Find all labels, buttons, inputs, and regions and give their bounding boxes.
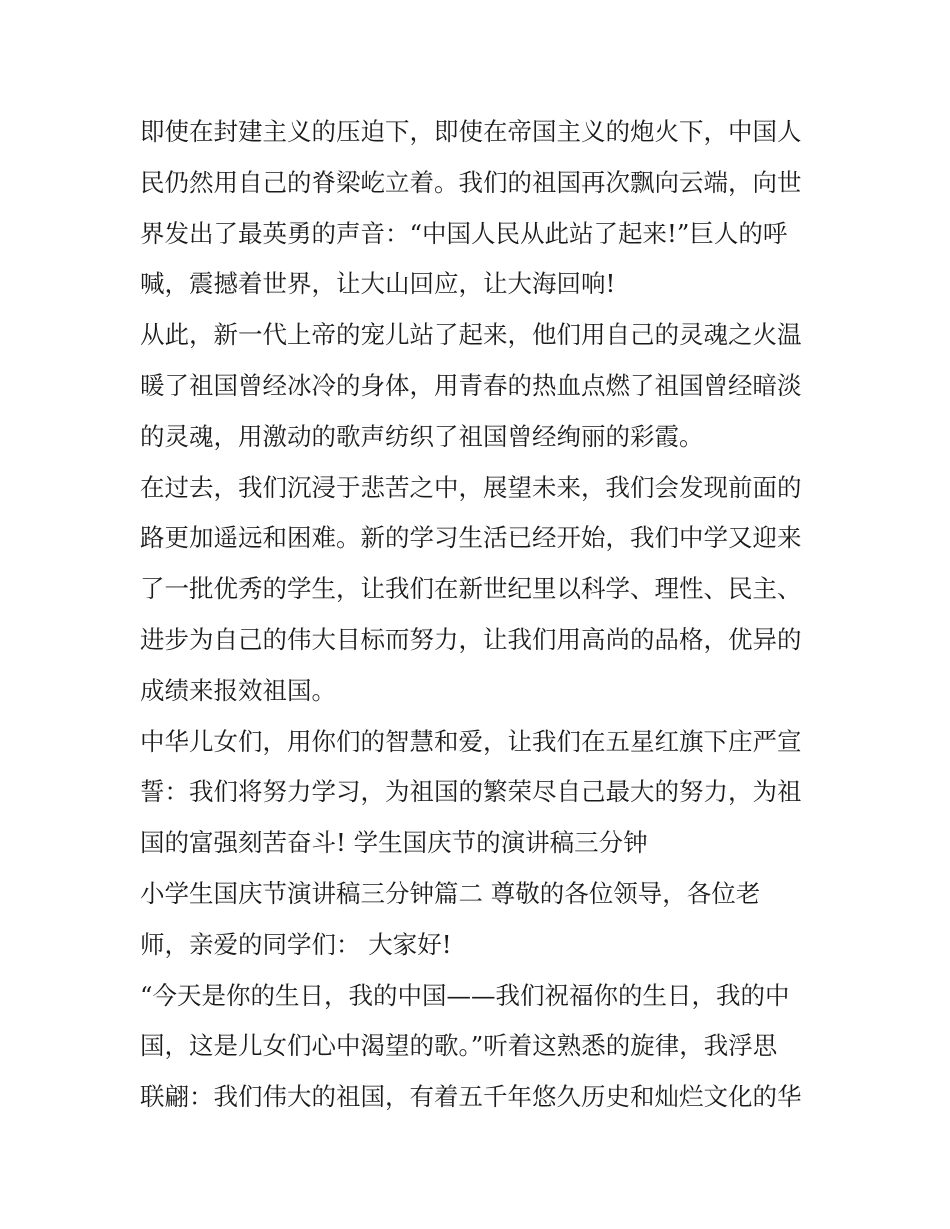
text-line: 在过去，我们沉浸于悲苦之中，展望未来，我们会发现前面的 bbox=[140, 472, 802, 502]
text-line: 民仍然用自己的脊梁屹立着。我们的祖国再次飘向云端，向世 bbox=[140, 167, 802, 197]
text-line: 路更加遥远和困难。新的学习生活已经开始，我们中学又迎来 bbox=[140, 523, 802, 553]
document-body bbox=[140, 107, 840, 1123]
text-line: 了一批优秀的学生，让我们在新世纪里以科学、理性、民主、 bbox=[140, 574, 802, 604]
text-line: 联翩：我们伟大的祖国，有着五千年悠久历史和灿烂文化的华 bbox=[140, 1082, 802, 1112]
text-line: 界发出了最英勇的声音：“中国人民从此站了起来!”巨人的呼 bbox=[140, 218, 788, 248]
text-line: 小学生国庆节演讲稿三分钟篇二 尊敬的各位领导，各位老 bbox=[140, 878, 761, 908]
text-line: 的灵魂，用激动的歌声纺织了祖国曾经绚丽的彩霞。 bbox=[140, 421, 704, 451]
text-line: 师，亲爱的同学们： 大家好! bbox=[140, 929, 452, 959]
text-line: 喊，震撼着世界，让大山回应，让大海回响! bbox=[140, 269, 616, 299]
text-line: 国的富强刻苦奋斗! 学生国庆节的演讲稿三分钟 bbox=[140, 828, 648, 858]
text-line: 誓：我们将努力学习，为祖国的繁荣尽自己最大的努力，为祖 bbox=[140, 777, 802, 807]
text-line: 国，这是儿女们心中渴望的歌。”听着这熟悉的旋律，我浮思 bbox=[140, 1031, 778, 1061]
text-line: 即使在封建主义的压迫下，即使在帝国主义的炮火下，中国人 bbox=[140, 117, 802, 146]
text-line: 暖了祖国曾经冰冷的身体，用青春的热血点燃了祖国曾经暗淡 bbox=[140, 370, 802, 400]
text-line: 成绩来报效祖国。 bbox=[140, 675, 336, 705]
text-line: 中华儿女们，用你们的智慧和爱，让我们在五星红旗下庄严宣 bbox=[140, 726, 802, 756]
text-line: 从此，新一代上帝的宠儿站了起来，他们用自己的灵魂之火温 bbox=[140, 320, 802, 350]
text-line: “今天是你的生日，我的中国——我们祝福你的生日，我的中 bbox=[140, 980, 790, 1010]
text-line: 进步为自己的伟大目标而努力，让我们用高尚的品格，优异的 bbox=[140, 624, 802, 654]
